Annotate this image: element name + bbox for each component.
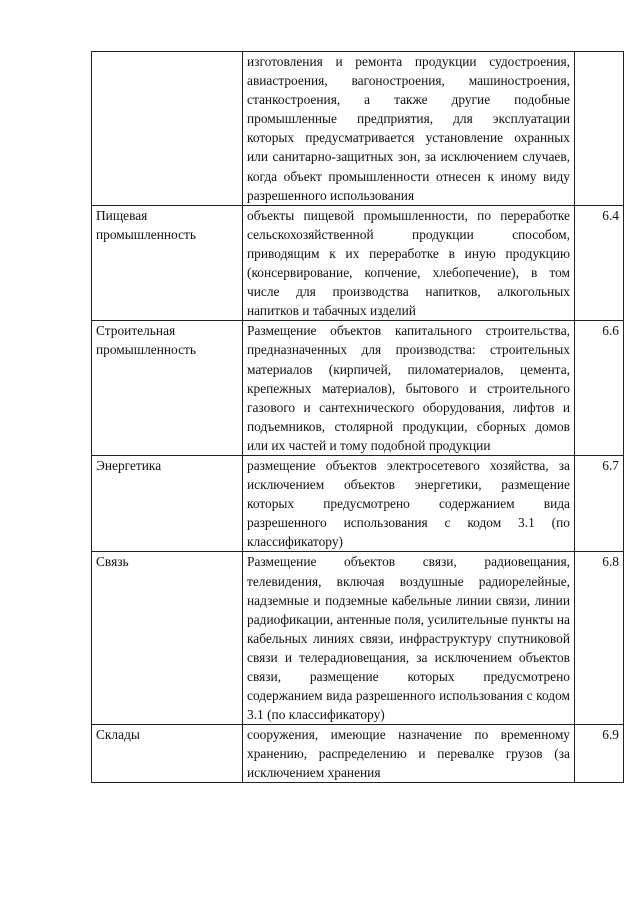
table-row	[92, 552, 624, 725]
use-code-text: 6.9	[602, 727, 619, 743]
use-description-cell: объекты пищевой промышленности, по переработке сельскохозяйственной продукции способом, приводящим к их переработке в иную продукцию (консервирование, копчение, хлебопечение), в том числе для производства напитков, алкогольных напитков и табачных изделий	[243, 205, 575, 321]
use-code-cell: 6.8	[575, 552, 624, 725]
use-description-cell: изготовления и ремонта продукции судостроения, авиастроения, вагоностроения, машиностроения, станкостроения, а также другие подобные промышленные предприятия, для эксплуатации которых предусматривается установление охранных или санитарно-защитных зон, за исключением случаев, когда объект промышленности отнесен к иному виду разрешенного использования	[243, 52, 575, 206]
use-code-cell: 6.6	[575, 321, 624, 456]
use-description-cell: Размещение объектов связи, радиовещания, телевидения, включая воздушные радиорелейные, надземные и подземные кабельные линии связи, линии радиофикации, антенные поля, усилительные пункты на кабельных линиях связи, инфраструктуру спутниковой связи и телерадиовещания, за исключением объектов связи, размещение которых предусмотрено содержанием вида разрешенного использования с кодом 3.1 (по классификатору)	[243, 552, 575, 725]
use-name-cell	[92, 52, 243, 206]
table-row	[92, 205, 624, 321]
use-description-text: сооружения, имеющие назначение по временному хранению, распределению и перевалке грузов (за исключением хранения	[247, 727, 570, 781]
table-row	[92, 455, 624, 551]
use-name-cell: Строительная промышленность	[92, 321, 243, 456]
use-name-cell	[92, 725, 243, 783]
use-name-text: Склады	[96, 727, 140, 743]
use-code-cell	[575, 52, 624, 206]
use-code-cell: 6.7	[575, 455, 624, 551]
use-name-cell: Связь	[92, 552, 243, 725]
use-description-cell: размещение объектов электросетевого хозяйства, за исключением объектов энергетики, размещение которых предусмотрено содержанием вида разрешенного использования с кодом 3.1 (по классификатору)	[243, 455, 575, 551]
table-row	[92, 725, 624, 783]
use-name-cell: Пищевая промышленность	[92, 205, 243, 321]
table-row	[92, 321, 624, 456]
use-name-cell: Энергетика	[92, 455, 243, 551]
use-code-cell: 6.4	[575, 205, 624, 321]
table-row	[92, 52, 624, 206]
use-description-cell: Размещение объектов капитального строительства, предназначенных для производства: строительных материалов (кирпичей, пиломатериалов, цемента, крепежных материалов), бытового и строительного газового и сантехнического оборудования, лифтов и подъемников, столярной продукции, сборных домов или их частей и тому подобной продукции	[243, 321, 575, 456]
use-description-cell	[243, 725, 575, 783]
land-use-table	[91, 51, 624, 783]
use-code-cell	[575, 725, 624, 783]
